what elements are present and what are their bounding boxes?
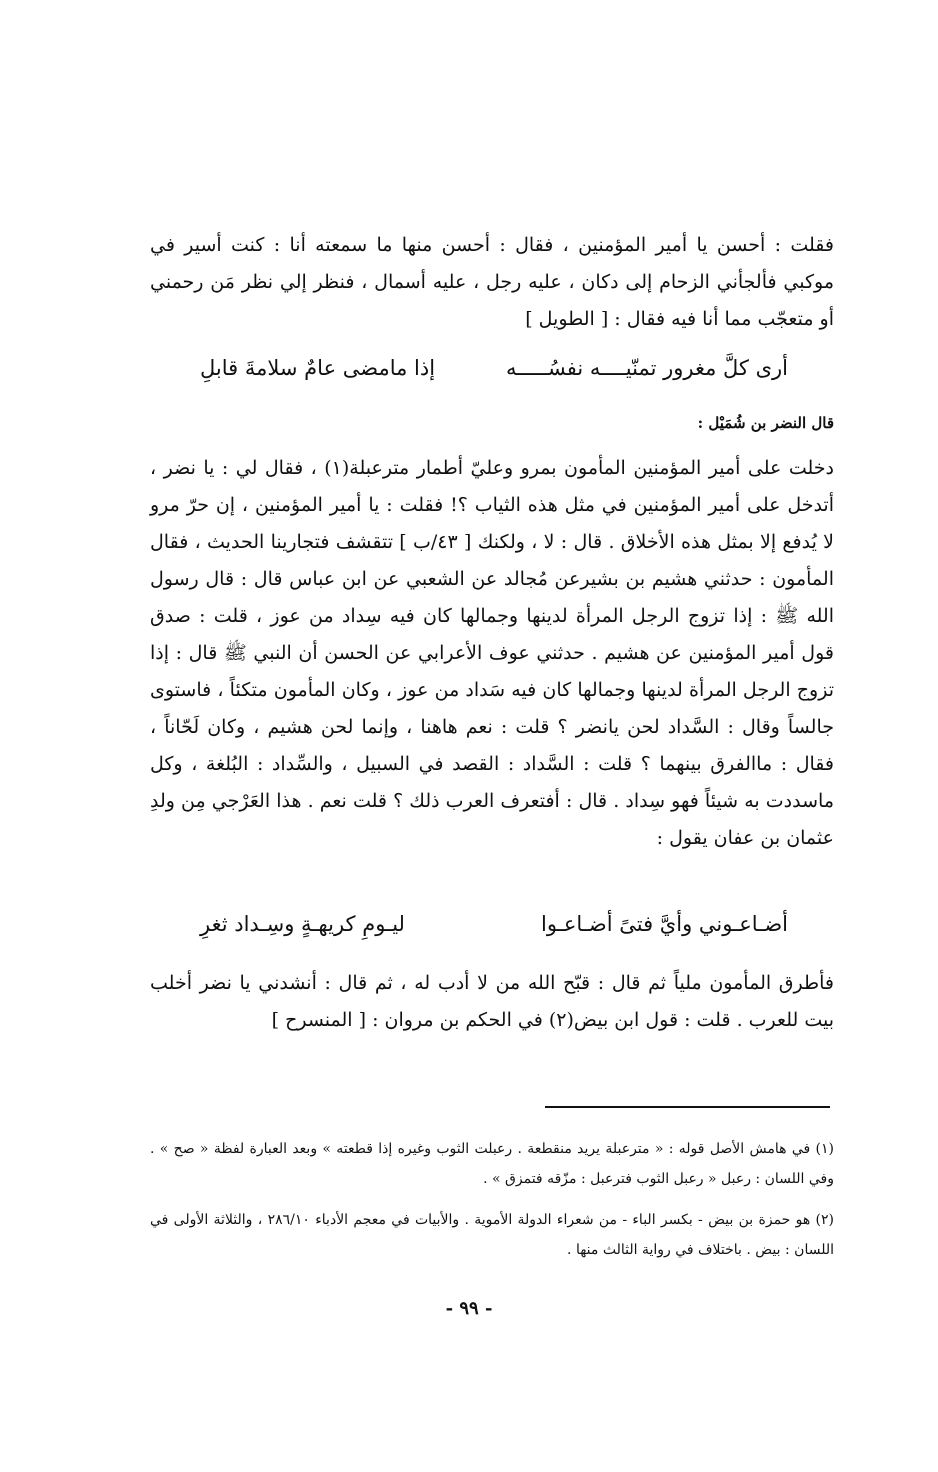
verse-1 <box>200 356 788 396</box>
footnote-1: (١) في هامش الأصل قوله : « مترعبلة يريد منقطعة . رعبلت الثوب وغيره إذا قطعته » وبعد العبارة لفظة « صح » . وفي اللسان : رعبل « رعبل الثوب فترعبل : مزّقه فتمزق » . <box>150 1141 834 1187</box>
footnote-divider <box>545 1106 830 1108</box>
verse-2-hemistich-1: أضـاعـوني وأيَّ فتىً أضـاعـوا <box>541 912 788 936</box>
paragraph-3: فأطرق المأمون ملياً ثم قال : قبّح الله من لا أدب له ، ثم قال : أنشدني يا نضر أخلب بيت للعرب . قلت : قول ابن بيض(٢) في الحكم بن مروان : [ المنسرح ] <box>150 972 834 1031</box>
verse-1-hemistich-2: إذا مامضى عامٌ سلامةَ قابلِ <box>200 356 436 380</box>
paragraph-2: دخلت على أمير المؤمنين المأمون بمرو وعليّ أطمار مترعبلة(١) ، فقال لي : يا نضر ، أتدخل على أمير المؤمنين في مثل هذه الثياب ؟! فقلت : يا أمير المؤمنين ، إن حرّ مرو لا يُدفع إلا بمثل هذه الأخلاق . قال : لا ، ولكنك [ ٤٣/ب ] تتقشف فتجارينا الحديث ، فقال المأمون : حدثني هشيم بن بشيرعن مُجالد عن الشعبي عن ابن عباس قال : قال رسول الله ﷺ : إذا تزوج الرجل المرأة لدينها وجمالها كان فيه سِداد من عوز ، قلت : صدق قول أمير المؤمنين عن هشيم . حدثني عوف الأعرابي عن الحسن أن النبي ﷺ قال : إذا تزوج الرجل المرأة لدينها وجمالها كان فيه سَداد من عوز ، وكان المأمون متكئاً ، فاستوى جالساً وقال : السَّداد لحن يانضر ؟ قلت : نعم هاهنا ، وإنما لحن هشيم ، وكان لَحّاناً ، فقال : ماالفرق بينهما ؟ قلت : السَّداد : القصد في السبيل ، والسِّداد : البُلغة ، وكل ماسددت به شيئاً فهو سِداد . قال : أفتعرف العرب ذلك ؟ قلت نعم . هذا العَرْجي مِن ولدِ عثمان بن عفان يقول : <box>150 457 835 849</box>
verse-1-hemistich-1: أرى كلَّ مغرور تمنّيــــه نفسُـــــه <box>505 356 788 380</box>
section-heading: قال النضر بن شُمَيْل : <box>697 414 834 432</box>
paragraph-1: فقلت : أحسن يا أمير المؤمنين ، فقال : أحسن منها ما سمعته أنا : كنت أسير في موكبي فألجأني الزحام إلى دكان ، عليه رجل ، عليه أسمال ، فنظر إلي نظر مَن رحمني أو متعجّب مما أنا فيه فقال : [ الطويل ] <box>150 234 834 330</box>
footnote-2: (٢) هو حمزة بن بيض - بكسر الباء - من شعراء الدولة الأموية . والأبيات في معجم الأدباء ٢٨٦/١٠ ، والثلاثة الأولى في اللسان : بيض . باختلاف في رواية الثالث منها . <box>150 1212 834 1258</box>
verse-2 <box>200 912 788 952</box>
page-number: - ٩٩ - <box>445 1298 493 1319</box>
verse-2-hemistich-2: ليـومِ كريهـةٍ وسِـداد ثغرِ <box>200 912 405 936</box>
